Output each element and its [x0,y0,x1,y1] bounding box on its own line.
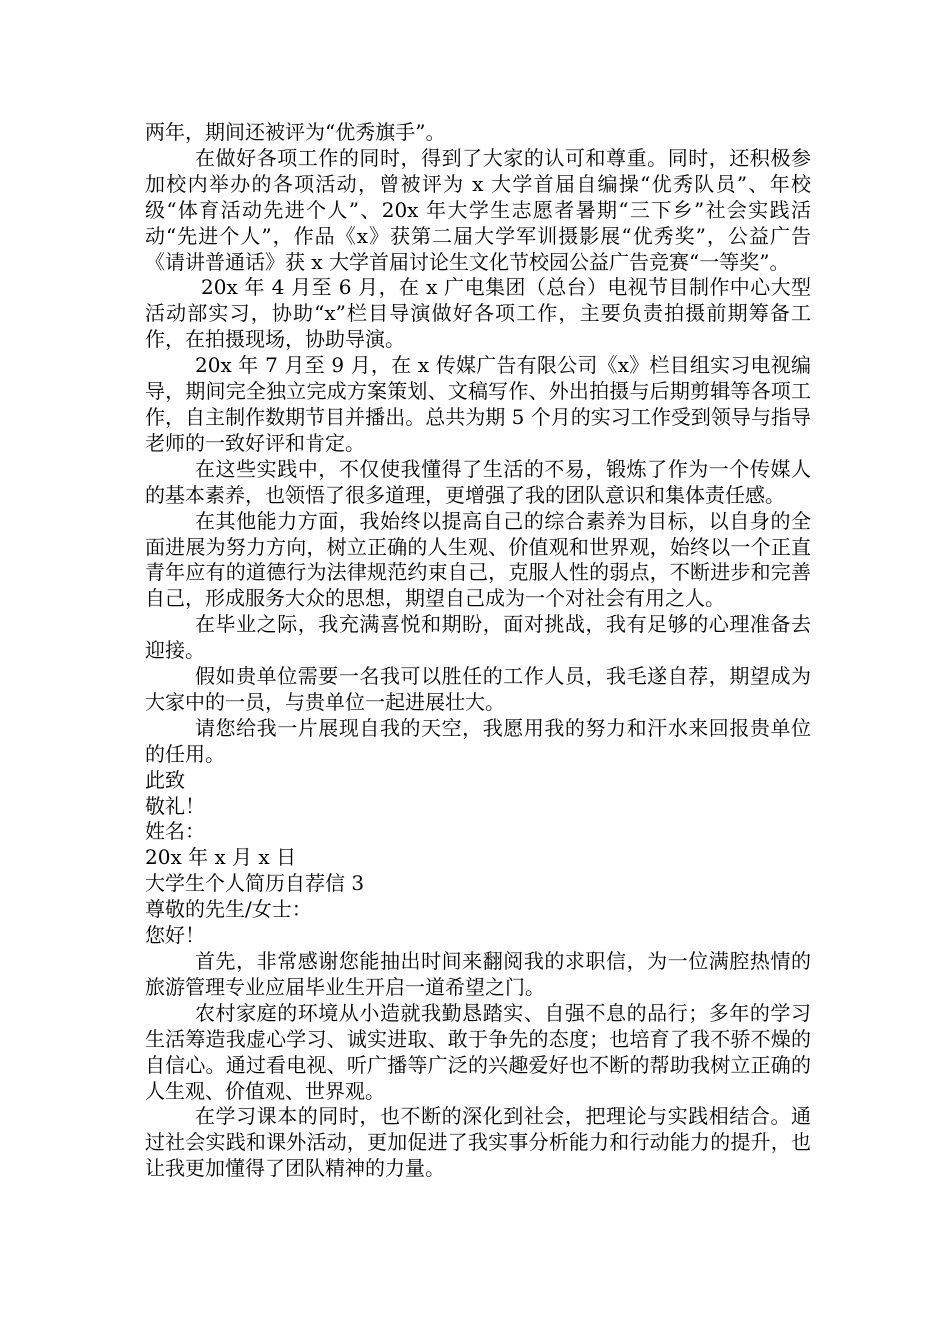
paragraph: 农村家庭的环境从小造就我勤恳踏实、自强不息的品行；多年的学习生活筹造我虚心学习、诚实进取、敢于争先的态度；也培育了我不骄不燥的自信心。通过看电视、听广播等广泛的兴趣爱好也不断的帮助我树立正确的人生观、价值观、世界观。 [145,1000,811,1103]
greeting: 您好！ [145,923,205,948]
paragraph: 在其他能力方面，我始终以提高自己的综合素养为目标，以自身的全面进展为努力方向，树立正确的人生观、价值观和世界观，始终以一个正直青年应有的道德行为法律规范约束自己，克服人性的弱点，不断进步和完善自己，形成服务大众的思想，期望自己成为一个对社会有用之人。 [145,508,811,611]
paragraph: 20x 年 7 月至 9 月，在 x 传媒广告有限公司《x》栏目组实习电视编导，期间完全独立完成方案策划、文稿写作、外出拍摄与后期剪辑等各项工作，自主制作数期节目并播出。总共为期 5 个月的实习工作受到领导与指导老师的一致好评和肯定。 [145,353,811,455]
paragraph: 首先，非常感谢您能抽出时间来翻阅我的求职信，为一位满腔热情的旅游管理专业应届毕业生开启一道希望之门。 [145,949,811,999]
closing-salute: 敬礼！ [145,793,205,818]
paragraph: 在毕业之际，我充满喜悦和期盼，面对挑战，我有足够的心理准备去迎接。 [145,612,811,663]
signature-date: 20x 年 x 月 x 日 [145,845,297,870]
signature-name: 姓名： [145,819,205,844]
document-body [145,120,811,1182]
closing-line: 此致 [145,767,185,792]
salutation: 尊敬的先生/女士： [145,897,312,922]
paragraph: 在做好各项工作的同时，得到了大家的认可和尊重。同时，还积极参加校内举办的各项活动，曾被评为 x 大学首届自编操“优秀队员”、年校级“体育活动先进个人”、20x 年大学生志愿者暑期“三下乡”社会实践活动“先进个人”，作品《x》获第二届大学军训摄影展“优秀奖”，公益广告《请讲普通话》获 x 大学首届讨论生文化节校园公益广告竞赛“一等奖”。 [145,145,811,274]
paragraph: 请您给我一片展现自我的天空，我愿用我的努力和汗水来回报贵单位的任用。 [145,715,811,766]
paragraph: 假如贵单位需要一名我可以胜任的工作人员，我毛遂自荐，期望成为大家中的一员，与贵单位一起进展壮大。 [145,664,811,714]
paragraph: 20x 年 4 月至 6 月，在 x 广电集团（总台）电视节目制作中心大型活动部实习，协助“x”栏目导演做好各项工作，主要负责拍摄前期筹备工作，在拍摄现场，协助导演。 [145,275,811,352]
paragraph: 在这些实践中，不仅使我懂得了生活的不易，锻炼了作为一个传媒人的基本素养，也领悟了很多道理，更增强了我的团队意识和集体责任感。 [145,456,811,507]
paragraph: 在学习课本的同时，也不断的深化到社会，把理论与实践相结合。通过社会实践和课外活动，更加促进了我实事分析能力和行动能力的提升，也让我更加懂得了团队精神的力量。 [145,1104,811,1181]
letter-title: 大学生个人简历自荐信 3 [145,871,365,896]
paragraph: 两年，期间还被评为“优秀旗手”。 [145,120,446,144]
